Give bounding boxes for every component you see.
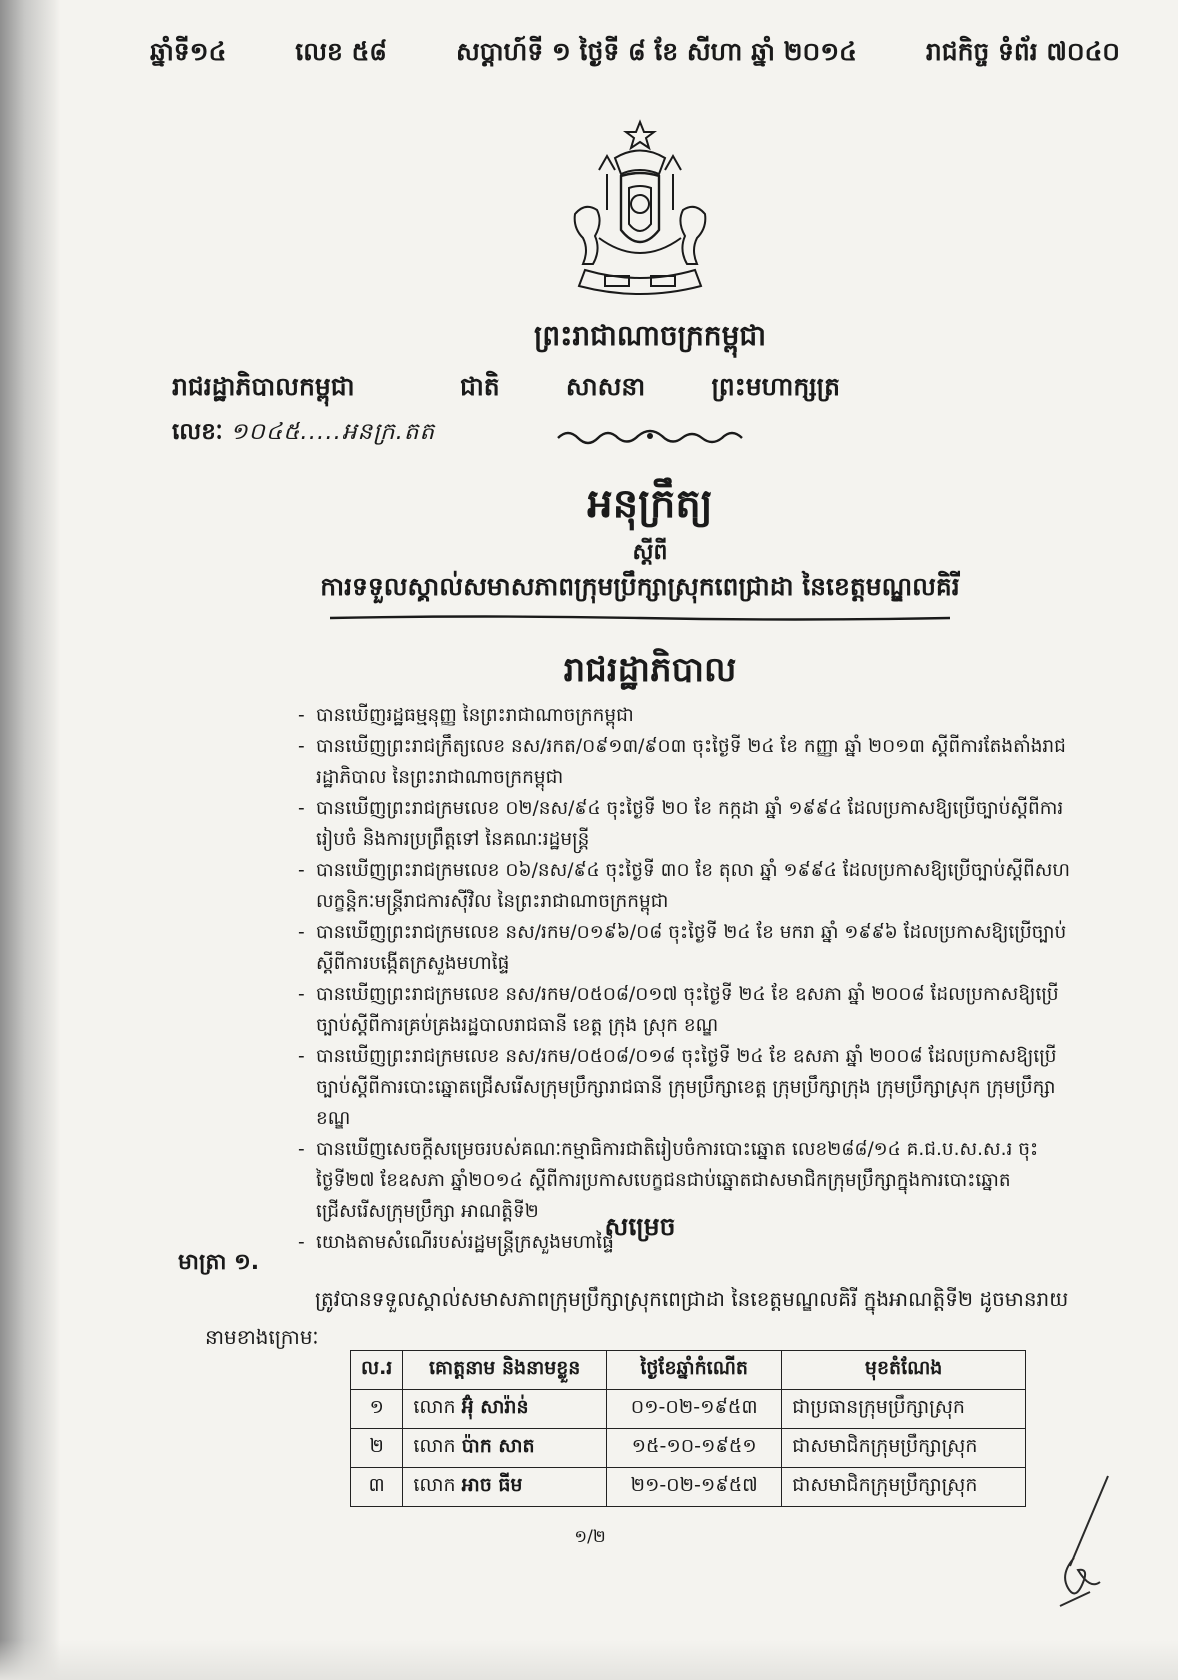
col-header-dob: ថ្ងៃខែឆ្នាំកំណើត [607,1351,782,1390]
table-row [351,1468,1026,1507]
gazette-issue: លេខ ៥៨ [295,37,387,66]
scan-shadow [0,0,60,1680]
member-position: ជាប្រធានក្រុមប្រឹក្សាស្រុក [782,1390,1026,1429]
article-label: មាត្រា ១. [178,1250,260,1275]
member-position: ជាសមាជិកក្រុមប្រឹក្សាស្រុក [782,1468,1026,1507]
col-header-position: មុខតំណែង [782,1351,1026,1390]
document-type: អនុក្រឹត្យ [587,481,713,527]
motto-king: ព្រះមហាក្សត្រ [711,372,840,401]
decision-heading: សម្រេច [604,1212,676,1241]
col-header-no: ល.រ [351,1351,403,1390]
member-title: លោក [413,1396,456,1418]
considerations-list [298,700,1078,1258]
member-dob: ១៥-១០-១៩៥១ [607,1429,782,1468]
title-divider [330,614,950,622]
table-row [351,1429,1026,1468]
member-dob: ២១-០២-១៩៥៧ [607,1468,782,1507]
motto-religion: សាសនា [565,372,646,401]
member-name: ប៉ាក សាត [461,1435,535,1457]
member-name-cell [403,1468,607,1507]
member-dob: ០១-០២-១៩៥៣ [607,1390,782,1429]
gazette-date: សប្តាហ៍ទី ១ ថ្ងៃទី ៨ ខែ សីហា ឆ្នាំ ២០១៤ [455,37,857,66]
royal-coat-of-arms-icon [555,118,725,308]
handwritten-signature [1030,1470,1120,1620]
gazette-page: រាជកិច្ច ទំព័រ ៧០៤០ [925,37,1120,66]
member-name: អ៊ុំ សារ៉ាន់ [461,1396,529,1418]
article-body: ត្រូវបានទទួលស្គាល់សមាសភាពក្រុមប្រឹក្សាស្រុកពេជ្រាដា នៃខេត្តមណ្ឌលគិរី ក្នុងអាណត្តិទី២ ដូចមានរាយនាមខាងក្រោមៈ [205,1287,1069,1349]
row-number: ១ [351,1390,403,1429]
table-row [351,1390,1026,1429]
members-table [350,1350,1026,1507]
member-name-cell [403,1390,607,1429]
gazette-year: ឆ្នាំទី១៤ [150,37,227,66]
list-item: - បានឃើញសេចក្តីសម្រេចរបស់គណៈកម្មាធិការជាតិរៀបចំការបោះឆ្នោត លេខ២៨៨/១៤ គ.ជ.ប.ស.ស.រ ចុះថ្ងៃទី២៧ ខែឧសភា ឆ្នាំ២០១៤ ស្តីពីការប្រកាសបេក្ខជនជាប់ឆ្នោតជាសមាជិកក្រុមប្រឹក្សាក្នុងការបោះឆ្នោតជ្រើសរើសក្រុមប្រឹក្សា អាណត្តិទី២ [298,1134,1078,1227]
member-name: អាច ធីម [461,1474,523,1496]
motto-nation: ជាតិ [460,372,500,401]
issuer-name: រាជរដ្ឋាភិបាលកម្ពុជា [172,372,355,401]
list-item: - បានឃើញព្រះរាជក្រមលេខ នស/រកម/០១៩៦/០៨ ចុះថ្ងៃទី ២៤ ខែ មករា ឆ្នាំ ១៩៩៦ ដែលប្រកាសឱ្យប្រើច្បាប់ស្តីពីការបង្កើតក្រសួងមហាផ្ទៃ [298,917,1078,979]
member-name-cell [403,1429,607,1468]
about-label: ស្តីពី [632,540,668,565]
gazette-header [150,30,1120,80]
list-item: - យោងតាមសំណើរបស់រដ្ឋមន្ត្រីក្រសួងមហាផ្ទៃ [298,1227,1078,1258]
decorative-flourish [550,422,750,452]
col-header-name: គោត្តនាម និងនាមខ្លួន [403,1351,607,1390]
national-motto [460,372,840,408]
reference-label: លេខៈ [172,419,223,445]
scan-bottom-shade [0,1640,1178,1680]
list-item: - បានឃើញព្រះរាជក្រមលេខ ០២/នស/៩៤ ចុះថ្ងៃទី ២០ ខែ កក្កដា ឆ្នាំ ១៩៩៤ ដែលប្រកាសឱ្យប្រើច្បាប់ស្តីពីការរៀបចំ និងការប្រព្រឹត្តទៅ នៃគណៈរដ្ឋមន្ត្រី [298,793,1078,855]
member-position: ជាសមាជិកក្រុមប្រឹក្សាស្រុក [782,1429,1026,1468]
page-number: ១/២ [574,1527,606,1547]
list-item: - បានឃើញព្រះរាជក្រមលេខ នស/រកម/០៥០៨/០១៨ ចុះថ្ងៃទី ២៤ ខែ ឧសភា ឆ្នាំ ២០០៨ ដែលប្រកាសឱ្យប្រើច្បាប់ស្តីពីការបោះឆ្នោតជ្រើសរើសក្រុមប្រឹក្សារាជធានី ក្រុមប្រឹក្សាខេត្ត ក្រុមប្រឹក្សាក្រុង ក្រុមប្រឹក្សាស្រុក ក្រុមប្រឹក្សាខណ្ឌ [298,1041,1078,1134]
row-number: ៣ [351,1468,403,1507]
reference-number [172,418,435,451]
reference-value: ១០៤៥.....អនក្រ.តត [230,419,436,445]
government-heading: រាជរដ្ឋាភិបាល [563,650,737,690]
table-header-row [351,1351,1026,1390]
list-item: - បានឃើញព្រះរាជក្រឹត្យលេខ នស/រកត/០៩១៣/៩០៣ ចុះថ្ងៃទី ២៤ ខែ កញ្ញា ឆ្នាំ ២០១៣ ស្តីពីការតែងតាំងរាជរដ្ឋាភិបាល នៃព្រះរាជាណាចក្រកម្ពុជា [298,731,1078,793]
list-item: - បានឃើញរដ្ឋធម្មនុញ្ញ នៃព្រះរាជាណាចក្រកម្ពុជា [298,700,1078,731]
list-item: - បានឃើញព្រះរាជក្រមលេខ នស/រកម/០៥០៨/០១៧ ចុះថ្ងៃទី ២៤ ខែ ឧសភា ឆ្នាំ ២០០៨ ដែលប្រកាសឱ្យប្រើច្បាប់ស្តីពីការគ្រប់គ្រងរដ្ឋបាលរាជធានី ខេត្ត ក្រុង ស្រុក ខណ្ឌ [298,979,1078,1041]
member-title: លោក [413,1474,456,1496]
member-title: លោក [413,1435,456,1457]
kingdom-title: ព្រះរាជាណាចក្រកម្ពុជា [533,319,766,352]
list-item: - បានឃើញព្រះរាជក្រមលេខ ០៦/នស/៩៤ ចុះថ្ងៃទី ៣០ ខែ តុលា ឆ្នាំ ១៩៩៤ ដែលប្រកាសឱ្យប្រើច្បាប់ស្តីពីសហលក្ខន្តិកៈមន្ត្រីរាជការស៊ីវិល នៃព្រះរាជាណាចក្រកម្ពុជា [298,855,1078,917]
document-subject: ការទទួលស្គាល់សមាសភាពក្រុមប្រឹក្សាស្រុកពេជ្រាដា នៃខេត្តមណ្ឌលគិរី [320,572,960,601]
row-number: ២ [351,1429,403,1468]
